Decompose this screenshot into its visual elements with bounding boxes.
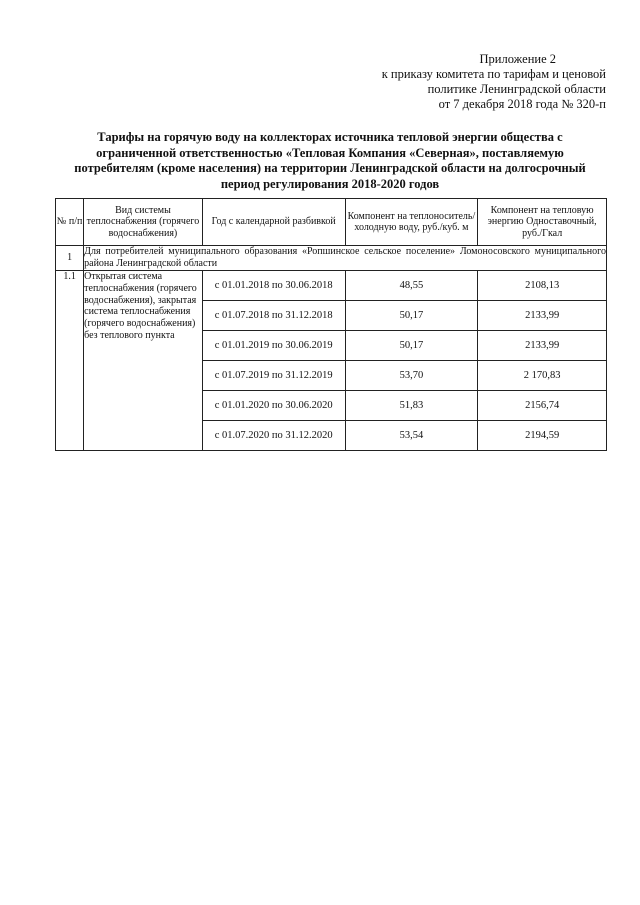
period-cell: с 01.07.2019 по 31.12.2019 [202, 361, 345, 391]
period-cell: с 01.01.2020 по 30.06.2020 [202, 391, 345, 421]
header-num: № п/п [56, 199, 84, 246]
header-energy: Компонент на тепловую энергию Одноставочный, руб./Гкал [478, 199, 607, 246]
group-num: 1 [56, 246, 84, 271]
energy-cell: 2133,99 [478, 331, 607, 361]
table-row [56, 271, 607, 301]
table-header-row [56, 199, 607, 246]
header-carrier: Компонент на теплоноситель/холодную воду, руб./куб. м [345, 199, 478, 246]
header-system: Вид системы теплоснабжения (горячего водоснабжения) [84, 199, 203, 246]
carrier-cell: 51,83 [345, 391, 478, 421]
group-row [56, 246, 607, 271]
tariff-table [55, 198, 607, 451]
item-num: 1.1 [56, 271, 84, 451]
appendix-line: политике Ленинградской области [427, 82, 606, 96]
appendix-line: к приказу комитета по тарифам и ценовой [381, 67, 606, 81]
title-line: период регулирования 2018-2020 годов [220, 176, 440, 191]
energy-cell: 2133,99 [478, 301, 607, 331]
energy-cell: 2194,59 [478, 421, 607, 451]
period-cell: с 01.01.2019 по 30.06.2019 [202, 331, 345, 361]
carrier-cell: 50,17 [345, 331, 478, 361]
energy-cell: 2156,74 [478, 391, 607, 421]
carrier-cell: 50,17 [345, 301, 478, 331]
header-period: Год с календарной разбивкой [202, 199, 345, 246]
appendix-block [286, 52, 606, 112]
period-cell: с 01.01.2018 по 30.06.2018 [202, 271, 345, 301]
energy-cell: 2 170,83 [478, 361, 607, 391]
group-description: Для потребителей муниципального образования «Ропшинское сельское поселение» Ломоносовского муниципального района Ленинградской области [84, 246, 606, 269]
period-cell: с 01.07.2018 по 31.12.2018 [202, 301, 345, 331]
period-cell: с 01.07.2020 по 31.12.2020 [202, 421, 345, 451]
energy-cell: 2108,13 [478, 271, 607, 301]
appendix-line: Приложение 2 [479, 52, 556, 66]
carrier-cell: 53,54 [345, 421, 478, 451]
title-line: ограниченной ответственностью «Тепловая Компания «Северная», поставляемую [96, 145, 564, 160]
carrier-cell: 53,70 [345, 361, 478, 391]
appendix-line: от 7 декабря 2018 года № 320-п [438, 97, 606, 111]
title-line: Тарифы на горячую воду на коллекторах источника тепловой энергии общества с [97, 130, 563, 144]
title-line: потребителям (кроме населения) на территории Ленинградской области на долгосрочный [74, 161, 586, 175]
carrier-cell: 48,55 [345, 271, 478, 301]
item-system: Открытая система теплоснабжения (горячего водоснабжения), закрытая система теплоснабжения (горячего водоснабжения) без теплового пункта [84, 271, 203, 451]
document-title [56, 130, 604, 192]
